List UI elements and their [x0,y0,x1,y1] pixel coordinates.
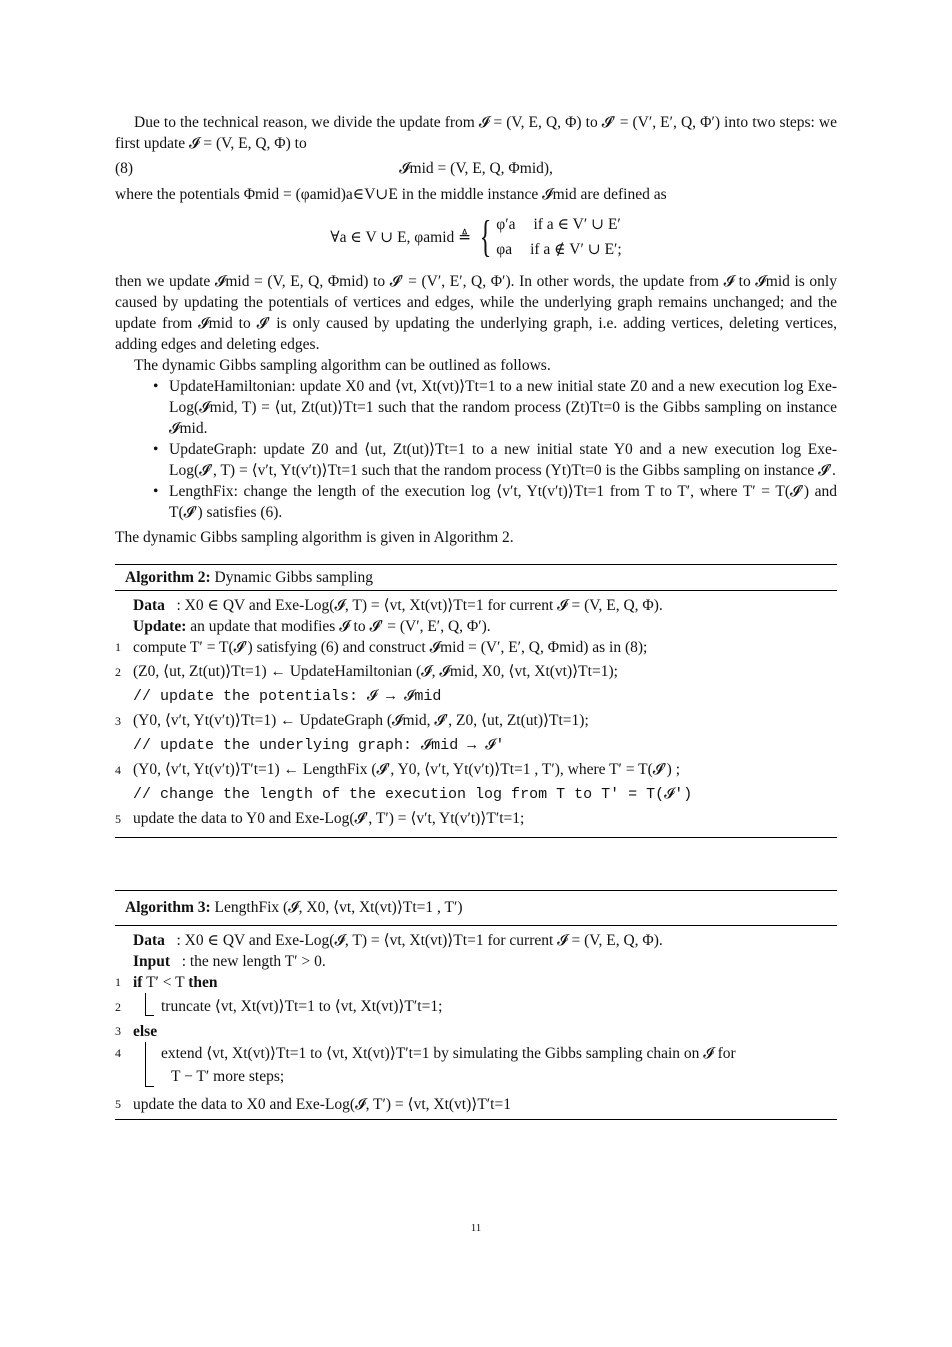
paragraph-algorithm-ref: The dynamic Gibbs sampling algorithm is given in Algorithm 2. [115,529,514,546]
algorithm-3-title: Algorithm 3: LengthFix (𝓘, X0, ⟨vt, Xt(vt)⟩Tt=1 , T′) [115,891,837,926]
paragraph-intro: Due to the technical reason, we divide the update from 𝓘 = (V, E, Q, Φ) to 𝓘′ = (V′, E′, Q, Φ′) into two steps: we first update 𝓘 = (V, E, Q, Φ) to [115,114,837,152]
piecewise-definition [115,211,837,263]
equation-body: 𝓘mid = (V, E, Q, Φmid), [399,160,553,177]
list-item: • LengthFix: change the length of the execution log ⟨v′t, Yt(v′t)⟩Tt=1 from T to T′, where T′ = T(𝓘′) and T(𝓘′) satisfies (6). [115,481,837,523]
algorithm-line: 3 (Y0, ⟨v′t, Yt(v′t)⟩Tt=1) ← UpdateGraph (𝓘mid, 𝓘′, Z0, ⟨ut, Zt(ut)⟩Tt=1); [115,712,589,729]
algorithm-3-input: Input : the new length T′ > 0. [133,953,326,970]
list-item: • UpdateGraph: update Z0 and ⟨ut, Zt(ut)⟩Tt=1 to a new initial state Y0 and a new execution log Exe-Log(𝓘′, T) = ⟨v′t, Yt(v′t)⟩Tt=1 such that the random process (Yt)Tt=0 is the Gibbs sampling on instance 𝓘′. [115,439,837,481]
algorithm-2-data: Data : X0 ∈ QV and Exe-Log(𝓘, T) = ⟨vt, Xt(vt)⟩Tt=1 for current 𝓘 = (V, E, Q, Φ). [133,597,663,614]
algorithm-line: 5 update the data to X0 and Exe-Log(𝓘, T′) = ⟨vt, Xt(vt)⟩T′t=1 [115,1096,511,1113]
algorithm-line: 1 compute T′ = T(𝓘′) satisfying (6) and construct 𝓘mid = (V′, E′, Q, Φmid) as in (8); [115,639,648,656]
case-1-value: φ′a [496,216,516,233]
algorithm-line: 2 truncate ⟨vt, Xt(vt)⟩Tt=1 to ⟨vt, Xt(vt)⟩T′t=1; [115,993,837,1021]
equation-8 [115,154,837,184]
algorithm-line: 2 (Z0, ⟨ut, Zt(ut)⟩Tt=1) ← UpdateHamiltonian (𝓘, 𝓘mid, X0, ⟨vt, Xt(vt)⟩Tt=1); [115,663,618,680]
algorithm-comment: // update the underlying graph: 𝓘mid → 𝓘′ [133,737,505,754]
page-content [115,112,837,1120]
algorithm-line: 1 if T′ < T then [115,974,218,991]
algorithm-3 [115,890,837,1120]
left-brace: { [479,212,492,261]
algorithm-line: 5 update the data to Y0 and Exe-Log(𝓘′, T′) = ⟨v′t, Yt(v′t)⟩T′t=1; [115,810,525,827]
algorithm-line: 3 else [115,1023,158,1040]
case-2-value: φa [496,241,513,258]
equation-number: (8) [115,160,134,177]
algorithm-comment: // change the length of the execution log from T to T′ = T(𝓘′) [133,786,693,803]
paragraph-potentials: where the potentials Φmid = (φamid)a∈V∪E in the middle instance 𝓘mid are defined as [115,186,667,203]
case-2-condition: if a ∉ V′ ∪ E′; [530,241,622,258]
paragraph-outline: The dynamic Gibbs sampling algorithm can be outlined as follows. [134,357,551,374]
algorithm-2 [115,564,837,838]
algorithm-2-title: Algorithm 2: Dynamic Gibbs sampling [115,565,837,591]
algorithm-comment: // update the potentials: 𝓘 → 𝓘mid [133,688,442,705]
list-item: • UpdateHamiltonian: update X0 and ⟨vt, Xt(vt)⟩Tt=1 to a new initial state Z0 and a new execution log Exe-Log(𝓘mid, T) = ⟨ut, Zt(ut)⟩Tt=1 such that the random process (Zt)Tt=0 is the Gibbs sampling on instance 𝓘mid. [115,376,837,439]
page-number: 11 [470,1222,482,1234]
piecewise-lhs: ∀a ∈ V ∪ E, φamid ≜ [330,228,472,246]
algorithm-3-data: Data : X0 ∈ QV and Exe-Log(𝓘, T) = ⟨vt, Xt(vt)⟩Tt=1 for current 𝓘 = (V, E, Q, Φ). [133,932,663,949]
algorithm-line: 4 (Y0, ⟨v′t, Yt(v′t)⟩T′t=1) ← LengthFix (𝓘′, Y0, ⟨v′t, Yt(v′t)⟩Tt=1 , T′), where T′ = T(𝓘′) ; [115,761,681,778]
case-1-condition: if a ∈ V′ ∪ E′ [533,216,621,233]
paragraph-update-steps: then we update 𝓘mid = (V, E, Q, Φmid) to 𝓘′ = (V′, E′, Q, Φ′). In other words, the update from 𝓘 to 𝓘mid is only caused by updating the potentials of vertices and edges, while the underlying graph remains unchanged; and the update from 𝓘mid to 𝓘′ is only caused by updating the underlying graph, i.e. adding vertices, deleting vertices, adding edges and deleting edges. [115,273,837,353]
outline-list [115,376,837,523]
algorithm-2-update: Update: an update that modifies 𝓘 to 𝓘′ = (V′, E′, Q, Φ′). [133,618,491,635]
algorithm-line: 4 extend ⟨vt, Xt(vt)⟩Tt=1 to ⟨vt, Xt(vt)⟩T′t=1 by simulating the Gibbs sampling chain on 𝓘 for T − T′ more steps; [115,1042,837,1088]
